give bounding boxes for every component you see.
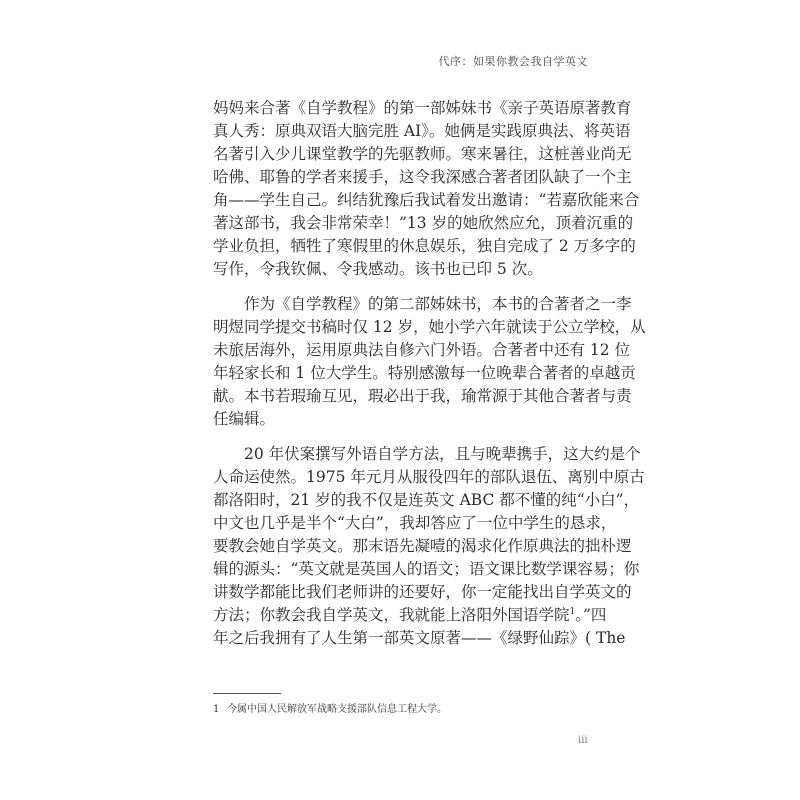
- text-line: 讲数学都能比我们老师讲的还要好，你一定能找出自学英文的: [213, 583, 632, 601]
- text-line: 20 年伏案撰写外语自学方法，且与晚辈携手，这大约是个: [213, 445, 641, 463]
- text-line: 哈佛、耶鲁的学者来援手，这令我深感合著者团队缺了一个主: [213, 168, 632, 186]
- footnote-marker[interactable]: 1: [569, 606, 576, 617]
- text-line: 学业负担，牺牲了寒假里的休息娱乐，独自完成了 2 万多字的: [213, 237, 636, 255]
- footnote-rule: [213, 693, 281, 694]
- text-line: 名著引入少儿课堂教学的先驱教师。寒来暑往，这桩善业尚无: [213, 145, 632, 163]
- body-text: [213, 97, 646, 650]
- paragraph-gap: [213, 281, 589, 293]
- text-line: 年之后我拥有了人生第一部英文原著——《绿野仙踪》( The: [213, 629, 626, 647]
- line-text: 方法；你教会我自学英文，我就能上洛阳外国语学院: [213, 606, 570, 624]
- text-line: 人命运使然。1975 年元月从服役四年的部队退伍、离别中原古: [213, 468, 645, 486]
- text-line: 真人秀：原典双语大脑完胜 AI》。她俩是实践原典法、将英语: [213, 122, 631, 140]
- footnote-text: 今属中国人民解放军战略支援部队信息工程大学。: [227, 704, 447, 715]
- text-line: 年轻家长和 1 位大学生。特别感激每一位晚辈合著者的卓越贡: [213, 364, 636, 382]
- text-line: 妈妈来合著《自学教程》的第一部姊妹书《亲子英语原著教育: [213, 99, 632, 117]
- footnote: [213, 700, 447, 715]
- text-line: 未旅居海外，运用原典法自修六门外语。合著者中还有 12 位: [213, 341, 631, 359]
- text-line: 中文也几乎是半个“大白”，我却答应了一位中学生的恳求，: [213, 514, 617, 532]
- paragraph-gap: [213, 431, 589, 443]
- text-line: 都洛阳时，21 岁的我不仅是连英文 ABC 都不懂的纯“小白”，: [213, 491, 640, 509]
- running-header: 代序：如果你教会我自学英文: [438, 55, 588, 68]
- page-number: iii: [578, 735, 588, 746]
- footnote-number: 1: [213, 704, 220, 715]
- line-text-tail: 。”四: [575, 606, 607, 624]
- text-line: 明煜同学提交书稿时仅 12 岁，她小学六年就读于公立学校，从: [213, 318, 646, 336]
- text-line: [213, 604, 607, 627]
- text-line: 要教会她自学英文。那末语先凝噎的渴求化作原典法的拙朴逻: [213, 537, 632, 555]
- text-line: 作为《自学教程》的第二部姊妹书，本书的合著者之一李: [213, 295, 632, 313]
- text-line: 著这部书，我会非常荣幸！”13 岁的她欣然应允，顶着沉重的: [213, 214, 634, 232]
- text-line: 辑的源头：“英文就是英国人的语文；语文课比数学课容易；你: [213, 560, 640, 578]
- text-line: 献。本书若瑕瑜互见，瑕必出于我，瑜常源于其他合著者与责: [213, 387, 632, 405]
- text-line: 角——学生自己。纠结犹豫后我试着发出邀请：“若嘉欣能来合: [213, 191, 640, 209]
- text-line: 写作，令我钦佩、令我感动。该书也已印 5 次。: [213, 260, 543, 278]
- text-line: 任编辑。: [213, 410, 276, 428]
